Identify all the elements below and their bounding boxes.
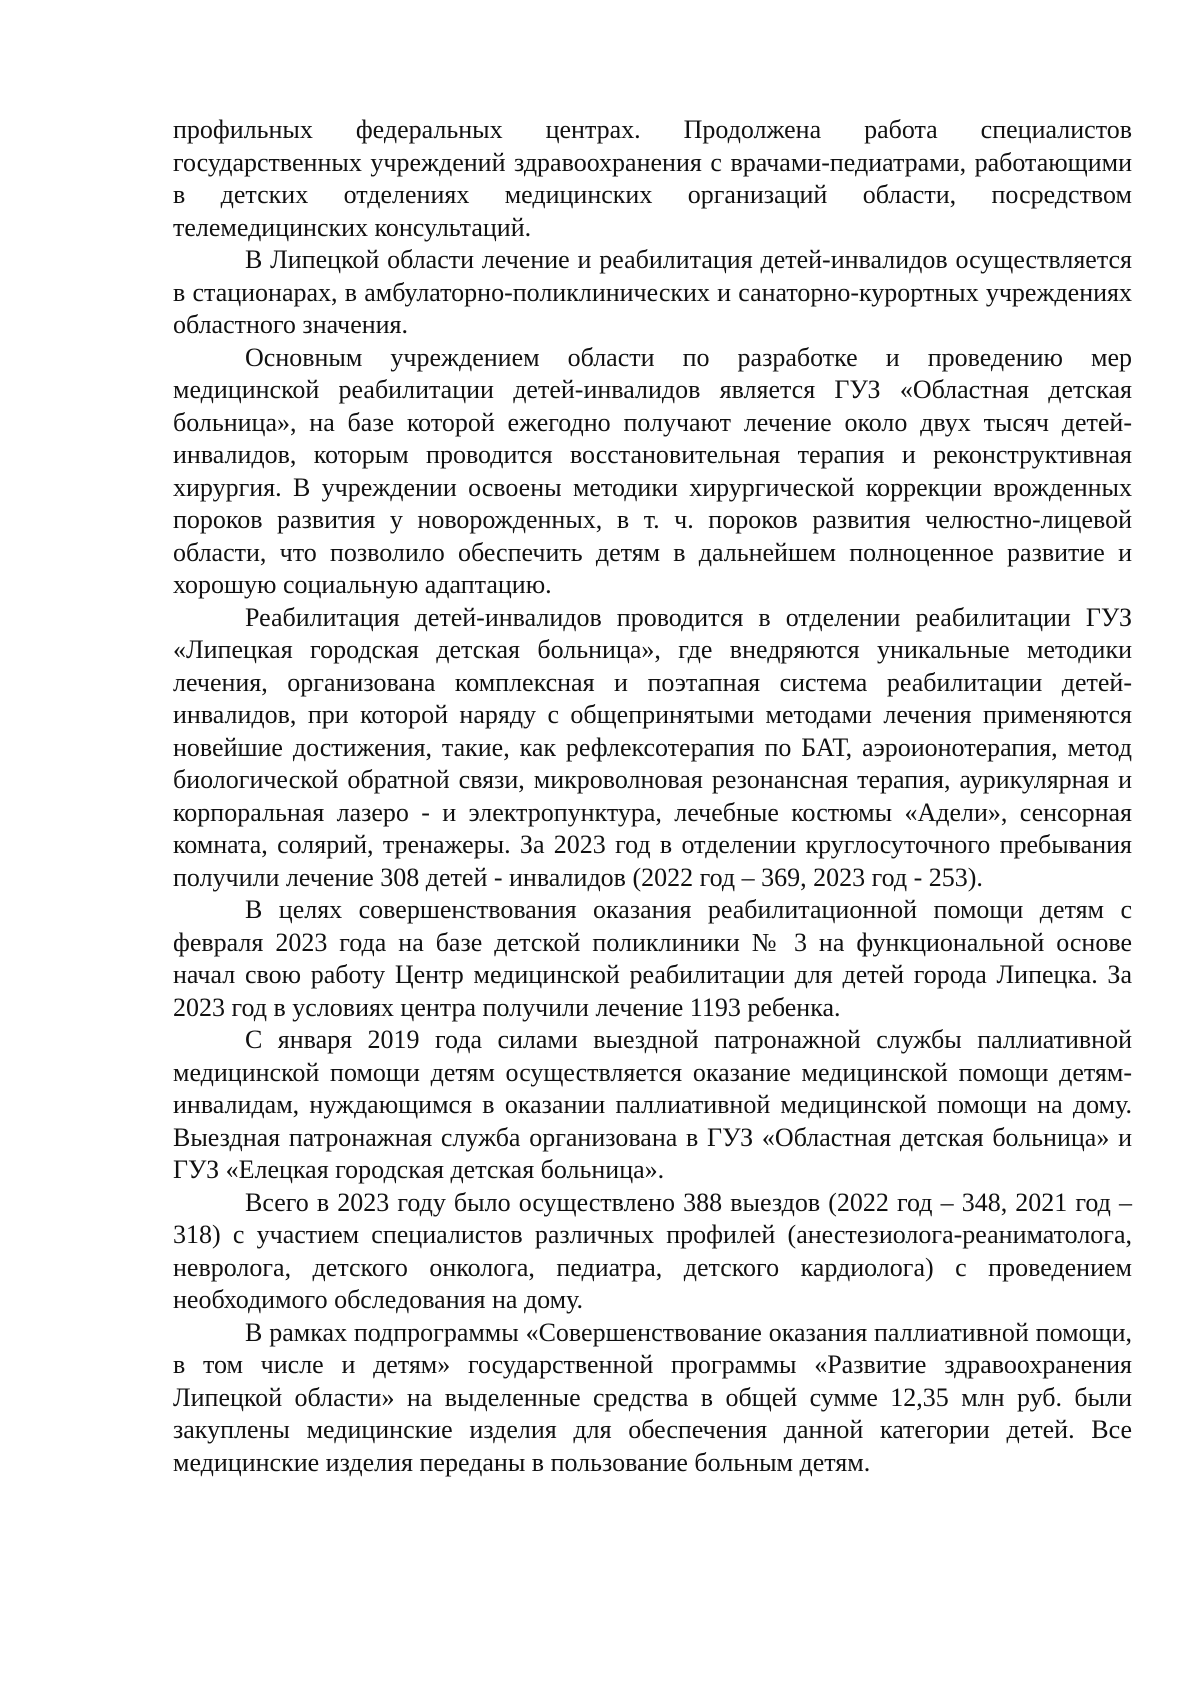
paragraph-treatment-locations: В Липецкой области лечение и реабилитация детей-инвалидов осуществляется в стационарах, в амбулаторно-поликлинических и санаторно-курортных учреждениях областного значения. bbox=[173, 245, 1132, 339]
paragraph-home-visits: Всего в 2023 году было осуществлено 388 выездов (2022 год – 348, 2021 год – 318) с участием специалистов различных профилей (анестезиолога-реаниматолога, невролога, детского онколога, педиатра, детского кардиолога) с проведением необходимого обследования на дому. bbox=[173, 1187, 1132, 1314]
paragraph-palliative-service: С января 2019 года силами выездной патронажной службы паллиативной медицинской помощи детям осуществляется оказание медицинской помощи детям-инвалидам, нуждающимся в оказании паллиативной медицинской помощи на дому. Выездная патронажная служба организована в ГУЗ «Областная детская больница» и ГУЗ «Елецкая городская детская больница». bbox=[173, 1025, 1132, 1184]
paragraph-continuation: профильных федеральных центрах. Продолжена работа специалистов государственных учреждений здравоохранения с врачами-педиатрами, работающими в детских отделениях медицинских организаций области, посредством телемедицинских консультаций. bbox=[173, 115, 1132, 242]
paragraph-rehabilitation-department: Реабилитация детей-инвалидов проводится в отделении реабилитации ГУЗ «Липецкая городская детская больница», где внедряются уникальные методики лечения, организована комплексная и поэтапная система реабилитации детей-инвалидов, при которой наряду с общепринятыми методами лечения применяются новейшие достижения, такие, как рефлексотерапия по БАТ, аэроионотерапия, метод биологической обратной связи, микроволновая резонансная терапия, аурикулярная и корпоральная лазеро - и электропунктура, лечебные костюмы «Адели», сенсорная комната, солярий, тренажеры. За 2023 год в отделении круглосуточного пребывания получили лечение 308 детей - инвалидов (2022 год – 369, 2023 год - 253). bbox=[173, 602, 1132, 892]
paragraph-rehabilitation-center: В целях совершенствования оказания реабилитационной помощи детям с февраля 2023 года на базе детской поликлиники № 3 на функциональной основе начал свою работу Центр медицинской реабилитации для детей города Липецка. За 2023 год в условиях центра получили лечение 1193 ребенка. bbox=[173, 895, 1132, 1022]
document-body bbox=[173, 114, 1132, 1479]
paragraph-regional-childrens-hospital: Основным учреждением области по разработке и проведению мер медицинской реабилитации детей-инвалидов является ГУЗ «Областная детская больница», на базе которой ежегодно получают лечение около двух тысяч детей-инвалидов, которым проводится восстановительная терапия и реконструктивная хирургия. В учреждении освоены методики хирургической коррекции врожденных пороков развития у новорожденных, в т. ч. пороков развития челюстно-лицевой области, что позволило обеспечить детям в дальнейшем полноценное развитие и хорошую социальную адаптацию. bbox=[173, 342, 1132, 599]
paragraph-subprogram-funding: В рамках подпрограммы «Совершенствование оказания паллиативной помощи, в том числе и детям» государственной программы «Развитие здравоохранения Липецкой области» на выделенные средства в общей сумме 12,35 млн руб. были закуплены медицинские изделия для обеспечения данной категории детей. Все медицинские изделия переданы в пользование больным детям. bbox=[173, 1317, 1132, 1477]
